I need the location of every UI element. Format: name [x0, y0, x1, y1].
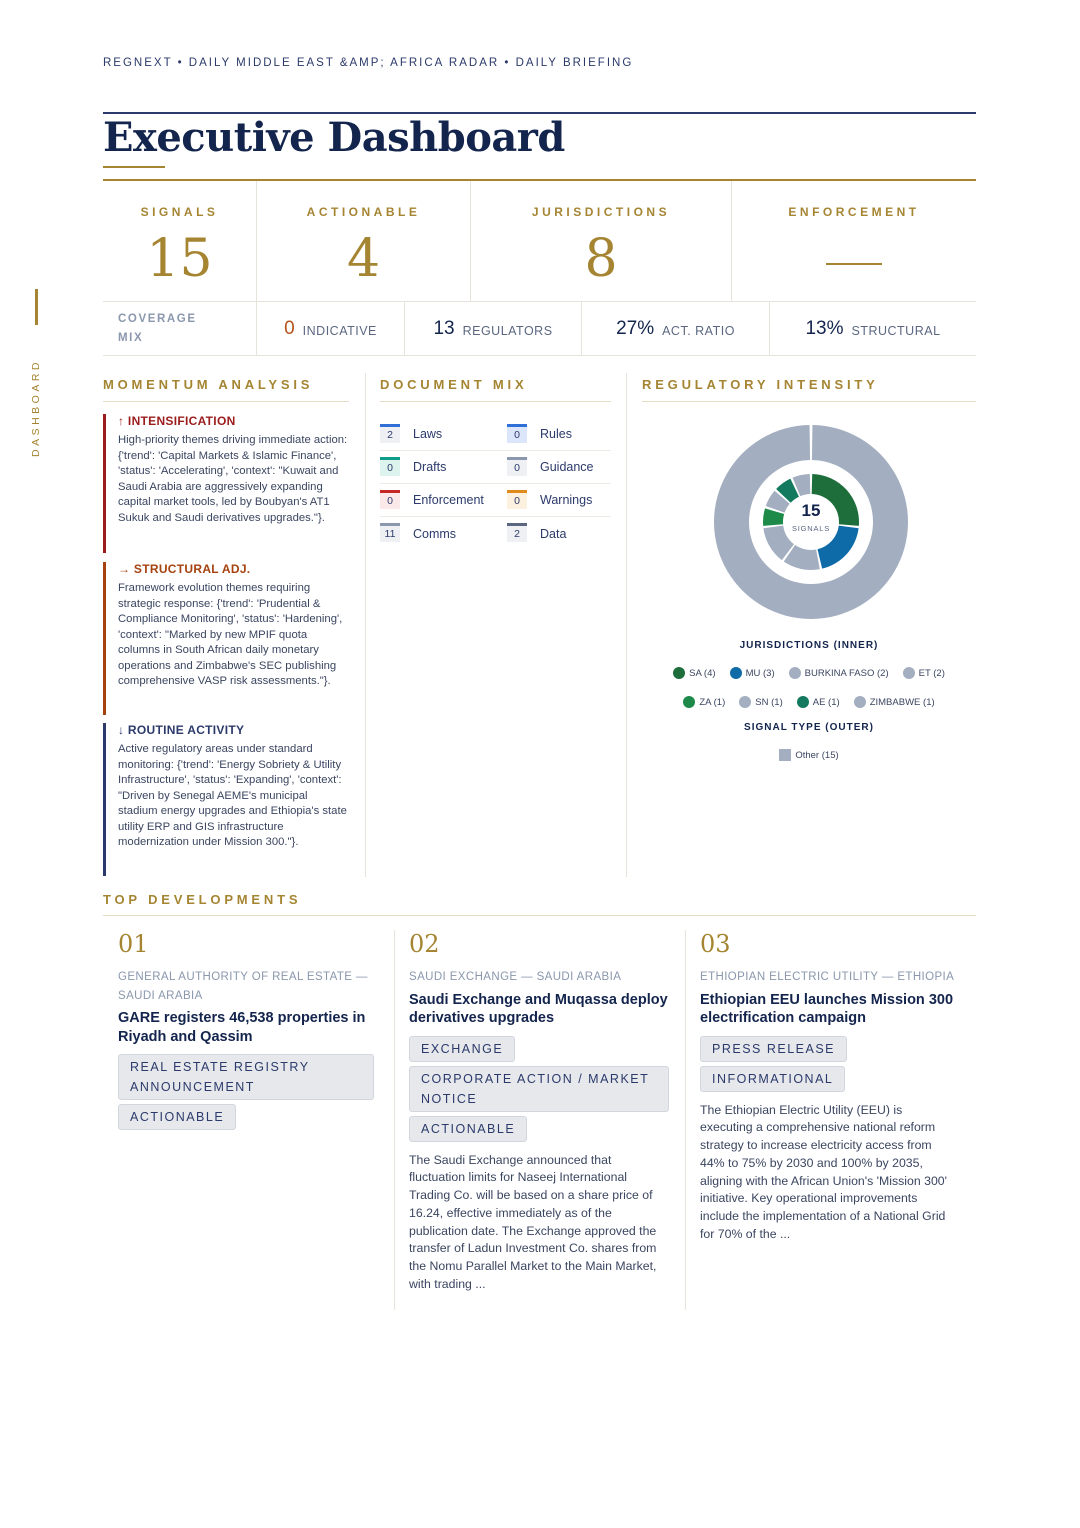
column-divider: [685, 930, 686, 1310]
development-title[interactable]: GARE registers 46,538 properties in Riyadh and Qassim: [118, 1010, 366, 1045]
accent-bar: [103, 723, 106, 876]
tag: REAL ESTATE REGISTRY ANNOUNCEMENT: [118, 1054, 374, 1100]
doc-label: Enforcement: [413, 493, 484, 507]
kpi-label: ENFORCEMENT: [788, 205, 920, 219]
development-number: 03: [700, 930, 731, 958]
mix-label: ACT. RATIO: [662, 323, 735, 338]
legend-text: Other (15): [795, 749, 839, 761]
development-title[interactable]: Ethiopian EEU launches Mission 300 electrification campaign: [700, 991, 954, 1026]
coverage-mix-heading: [103, 302, 257, 356]
doc-row: [380, 451, 611, 484]
kpi-row: [103, 181, 976, 302]
development-tags: [118, 1054, 374, 1134]
column-divider: [365, 373, 366, 877]
legend-item: [779, 749, 838, 761]
development-source: GENERAL AUTHORITY OF REAL ESTATE — SAUDI ARABIA: [118, 971, 368, 1002]
doc-item-rules: [507, 426, 611, 443]
legend-item: [854, 696, 935, 708]
development-body: The Saudi Exchange announced that fluctuation limits for Naseej International Trading Co. will be based on a share price of 16.24, effective immediately as of the publication date. The Exchange approved the transfer of Ladun Investment Co. shares from the Nomu Parallel Market to the Main Market, with trading ...: [409, 1152, 657, 1292]
development-number: 01: [118, 930, 149, 958]
momentum-heading: → STRUCTURAL ADJ.: [118, 562, 251, 576]
momentum-text: High-priority themes driving immediate action: {'trend': 'Capital Markets & Islamic Finance', 'status': 'Accelerating', 'context': "Kuwait and Saudi Arabia are aggressively expanding capital market tools, led by Boubyan's AT1 Sukuk and Saudi derivatives upgrades."}.: [118, 434, 348, 524]
development-source: ETHIOPIAN ELECTRIC UTILITY — ETHIOPIA: [700, 971, 955, 983]
mix-label: REGULATORS: [462, 323, 553, 338]
doc-item-data: [507, 525, 611, 542]
legend-text: ZIMBABWE (1): [869, 696, 935, 708]
coverage-mix-row: [103, 302, 976, 356]
intensity-title: REGULATORY INTENSITY: [642, 377, 879, 392]
legend-item: [730, 667, 775, 679]
tag: EXCHANGE: [409, 1036, 515, 1062]
legend-item: [739, 696, 782, 708]
tag: CORPORATE ACTION / MARKET NOTICE: [409, 1066, 669, 1112]
mix-label: INDICATIVE: [302, 323, 377, 338]
page-title: Executive Dashboard: [103, 114, 565, 161]
legend-text: ET (2): [918, 667, 945, 679]
development-source: SAUDI EXCHANGE — SAUDI ARABIA: [409, 971, 622, 983]
doc-row: [380, 517, 611, 550]
count-chip: 0: [507, 492, 527, 509]
tag: PRESS RELEASE: [700, 1036, 847, 1062]
legend-text: SN (1): [755, 696, 783, 708]
momentum-rule: [103, 401, 349, 402]
count-chip: 11: [380, 525, 400, 542]
development-title[interactable]: Saudi Exchange and Muqassa deploy derivatives upgrades: [409, 991, 668, 1026]
intensity-rule: [642, 401, 976, 402]
mix-indicative: [257, 302, 405, 356]
kpi-label: SIGNALS: [140, 205, 219, 219]
momentum-text: Framework evolution themes requiring strategic response: {'trend': 'Prudential & Compliance Monitoring', 'status': 'Hardening', 'context': "Marked by new MPIF quota columns in South African daily monetary operations and Zimbabwe's SEC publishing comprehensive VASP risk assessments."}.: [118, 582, 343, 687]
development-tags: [700, 1036, 958, 1096]
momentum-title: MOMENTUM ANALYSIS: [103, 377, 314, 392]
tag: ACTIONABLE: [409, 1116, 527, 1142]
document-mix-rule: [380, 401, 611, 402]
count-chip: 0: [380, 459, 400, 476]
doc-label: Drafts: [413, 460, 447, 474]
count-chip: 2: [380, 426, 400, 443]
legend-text: SA (4): [689, 667, 716, 679]
count-chip: 2: [507, 525, 527, 542]
development-number: 02: [409, 930, 440, 958]
doc-label: Guidance: [540, 460, 594, 474]
tag: ACTIONABLE: [118, 1104, 236, 1130]
development-card-3[interactable]: [700, 930, 958, 1244]
doc-label: Rules: [540, 427, 572, 441]
title-accent: [103, 166, 165, 168]
mix-value: 27%: [616, 318, 655, 339]
legend-inner-row: [642, 696, 976, 708]
legend-item: [683, 696, 725, 708]
legend-item: [903, 667, 945, 679]
top-developments-title: TOP DEVELOPMENTS: [103, 892, 302, 907]
kpi-value: 8: [584, 229, 618, 289]
kpi-value: 15: [146, 229, 213, 289]
donut-center-value: 15: [801, 501, 821, 520]
mix-structural: [770, 302, 976, 356]
tag: INFORMATIONAL: [700, 1066, 845, 1092]
doc-item-laws: [380, 426, 507, 443]
kpi-label: ACTIONABLE: [306, 205, 421, 219]
momentum-intensification: [103, 414, 349, 553]
document-mix-title: DOCUMENT MIX: [380, 377, 528, 392]
kpi-signals: [103, 181, 257, 302]
legend-text: MU (3): [745, 667, 775, 679]
document-mix-grid: [380, 418, 611, 550]
legend-outer-title: SIGNAL TYPE (OUTER): [744, 722, 874, 733]
legend-text: BURKINA FASO (2): [804, 667, 889, 679]
count-chip: 0: [380, 492, 400, 509]
kpi-enforcement: [732, 181, 976, 302]
momentum-heading: ↑ INTENSIFICATION: [118, 414, 236, 428]
kpi-empty-dash: [826, 263, 882, 265]
kpi-actionable: [257, 181, 471, 302]
legend-item: [673, 667, 715, 679]
development-card-1[interactable]: [118, 930, 374, 1134]
donut-svg: [714, 425, 908, 619]
mix-label: STRUCTURAL: [851, 323, 941, 338]
mix-regulators: [405, 302, 582, 356]
legend-text: AE (1): [812, 696, 840, 708]
momentum-text: Active regulatory areas under standard monitoring: {'trend': 'Energy Sobriety & Utility Infrastructure', 'status': 'Expanding', 'context': "Driven by Senegal AEME's municipal stadium energy upgrades and Ethiopia's state utility ERP and GIS infrastructure modernization under Mission 300."}.: [118, 743, 347, 848]
development-tags: [409, 1036, 669, 1146]
doc-item-guidance: [507, 459, 611, 476]
doc-item-comms: [380, 525, 507, 542]
count-chip: 0: [507, 426, 527, 443]
doc-row: [380, 418, 611, 451]
momentum-structural: [103, 562, 349, 715]
mix-value: 13%: [805, 318, 844, 339]
intensity-donut-chart: [714, 425, 908, 619]
outer-slice-other: [714, 425, 908, 619]
side-accent-bar: [35, 289, 38, 325]
doc-item-enforcement: [380, 492, 507, 509]
count-chip: 0: [507, 459, 527, 476]
doc-label: Warnings: [540, 493, 593, 507]
kpi-label: JURISDICTIONS: [531, 205, 671, 219]
accent-bar: [103, 414, 106, 553]
doc-label: Data: [540, 526, 567, 541]
coverage-mix-label: COVERAGE MIX: [118, 313, 197, 344]
mix-value: 13: [433, 318, 455, 339]
accent-bar: [103, 562, 106, 715]
doc-row: [380, 484, 611, 517]
legend-item: [797, 696, 840, 708]
top-developments-rule: [103, 915, 976, 916]
column-divider: [626, 373, 627, 877]
legend-outer-row: [642, 749, 976, 761]
donut-center-label: SIGNALS: [791, 524, 831, 533]
momentum-routine: [103, 723, 349, 876]
mix-act-ratio: [582, 302, 770, 356]
kpi-value: 4: [346, 229, 381, 289]
legend-inner-row: [642, 667, 976, 679]
doc-item-warnings: [507, 492, 611, 509]
momentum-heading: ↓ ROUTINE ACTIVITY: [118, 723, 245, 737]
doc-item-drafts: [380, 459, 507, 476]
column-divider: [394, 930, 395, 1310]
legend-text: ZA (1): [699, 696, 726, 708]
legend-inner-title: JURISDICTIONS (INNER): [739, 640, 879, 651]
kpi-jurisdictions: [471, 181, 732, 302]
mix-value: 0: [284, 318, 295, 339]
doc-label: Comms: [413, 526, 457, 541]
legend-item: [789, 667, 889, 679]
development-card-2[interactable]: [409, 930, 669, 1294]
side-section-label: DASHBOARD: [30, 358, 42, 458]
development-body: The Ethiopian Electric Utility (EEU) is executing a comprehensive national reform strategy to increase electricity access from 44% to 75% by 2030 and 100% by 2035, aligning with the African Union's 'Mission 300' initiative. Key operational improvements include the implementation of a National Grid for 70% of the ...: [700, 1102, 947, 1242]
running-head: REGNEXT • DAILY MIDDLE EAST &AMP; AFRICA RADAR • DAILY BRIEFING: [103, 57, 634, 69]
doc-label: Laws: [413, 427, 443, 441]
